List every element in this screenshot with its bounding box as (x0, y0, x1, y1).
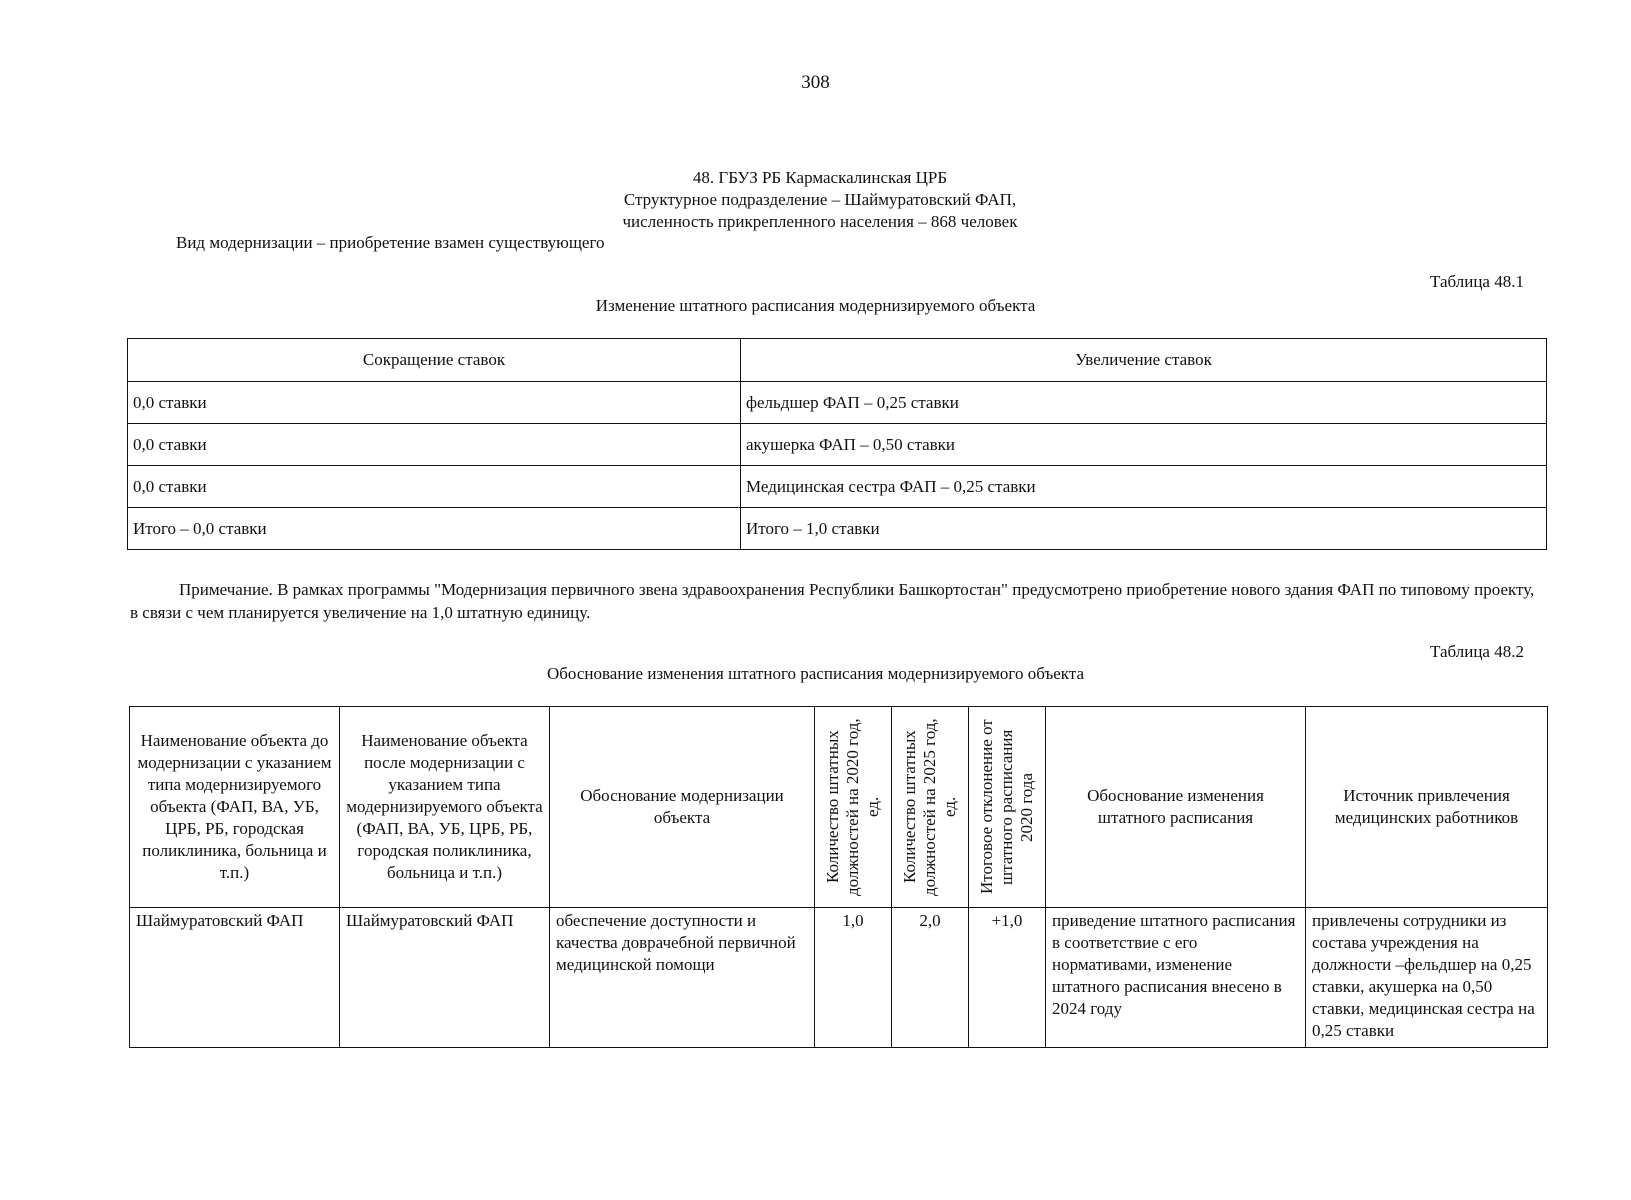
note-paragraph: Примечание. В рамках программы "Модернизация первичного звена здравоохранения Республики Башкортостан" предусмотрено приобретение нового здания ФАП по типовому проекту, в связи с чем планируется увеличение на 1,0 штатную единицу. (130, 580, 1535, 622)
table-row (130, 908, 1548, 1048)
increase-cell: Медицинская сестра ФАП – 0,25 ставки (741, 466, 1547, 508)
header-object-before: Наименование объекта до модернизации с указанием типа модернизируемого объекта (ФАП, ВА, УБ, ЦРБ, РБ, городская поликлиника, больница и т.п.) (130, 707, 340, 908)
header-increase: Увеличение ставок (741, 339, 1547, 382)
header-count-2025 (892, 707, 969, 908)
reduction-total: Итого – 0,0 ставки (128, 508, 741, 550)
count-2025-cell: 2,0 (892, 908, 969, 1048)
modernization-kind: Вид модернизации – приобретение взамен существующего (176, 233, 605, 252)
table1-label: Таблица 48.1 (1430, 272, 1524, 291)
deviation-cell: +1,0 (969, 908, 1046, 1048)
header-count-2025-text: Количество штатных должностей на 2025 год, ед. (900, 718, 959, 896)
staffing-change-table (127, 338, 1547, 550)
institution-title: 48. ГБУЗ РБ Кармаскалинская ЦРБ (692, 168, 948, 187)
reduction-cell: 0,0 ставки (128, 466, 741, 508)
table-header-row (130, 707, 1548, 908)
table2-label: Таблица 48.2 (1430, 642, 1524, 661)
header-change-rationale: Обоснование изменения штатного расписания (1046, 707, 1306, 908)
increase-cell: фельдшер ФАП – 0,25 ставки (741, 382, 1547, 424)
table-header-row (128, 339, 1547, 382)
table-total-row (128, 508, 1547, 550)
table1-title: Изменение штатного расписания модернизируемого объекта (595, 296, 1036, 315)
population-line: численность прикрепленного населения – 868 человек (622, 212, 1018, 231)
count-2020-cell: 1,0 (815, 908, 892, 1048)
reduction-cell: 0,0 ставки (128, 424, 741, 466)
header-object-after: Наименование объекта после модернизации с указанием типа модернизируемого объекта (ФАП, ВА, УБ, ЦРБ, РБ, городская поликлиника, больница и т.п.) (340, 707, 550, 908)
object-after-cell: Шаймуратовский ФАП (340, 908, 550, 1048)
page-number: 308 (801, 72, 830, 93)
subdivision-line: Структурное подразделение – Шаймуратовский ФАП, (623, 190, 1017, 209)
table2-title: Обоснование изменения штатного расписания модернизируемого объекта (546, 664, 1085, 683)
table-row (128, 424, 1547, 466)
justification-table (129, 706, 1548, 1048)
increase-cell: акушерка ФАП – 0,50 ставки (741, 424, 1547, 466)
header-deviation (969, 707, 1046, 908)
increase-total: Итого – 1,0 ставки (741, 508, 1547, 550)
table-row (128, 466, 1547, 508)
modernization-rationale-cell: обеспечение доступности и качества доврачебной первичной медицинской помощи (550, 908, 815, 1048)
reduction-cell: 0,0 ставки (128, 382, 741, 424)
table-row (128, 382, 1547, 424)
header-count-2020 (815, 707, 892, 908)
object-before-cell: Шаймуратовский ФАП (130, 908, 340, 1048)
header-modernization-rationale: Обоснование модернизации объекта (550, 707, 815, 908)
header-reduction: Сокращение ставок (128, 339, 741, 382)
staff-source-cell: привлечены сотрудники из состава учреждения на должности –фельдшер на 0,25 ставки, акушерка на 0,50 ставки, медицинская сестра на 0,25 ставки (1306, 908, 1548, 1048)
header-deviation-text: Итоговое отклонение от штатного расписания 2020 года (977, 719, 1036, 895)
change-rationale-cell: приведение штатного расписания в соответствие с его нормативами, изменение штатного расписания внесено в 2024 году (1046, 908, 1306, 1048)
header-staff-source: Источник привлечения медицинских работников (1306, 707, 1548, 908)
header-count-2020-text: Количество штатных должностей на 2020 год, ед. (823, 718, 882, 896)
